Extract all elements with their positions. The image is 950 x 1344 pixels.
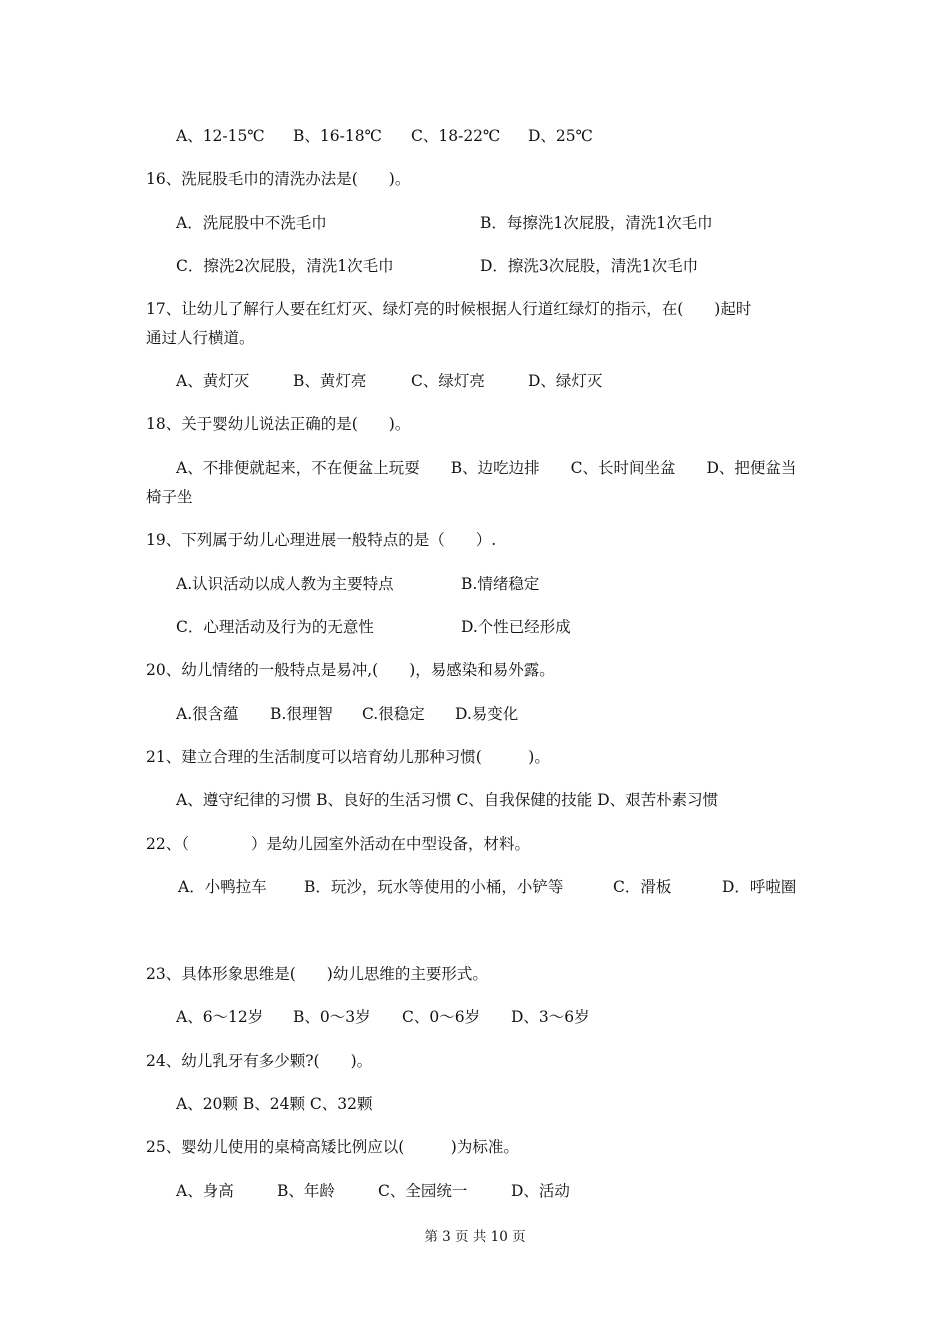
q25-stem: 25、婴幼儿使用的桌椅高矮比例应以( )为标准。 — [146, 1138, 519, 1156]
q21-stem: 21、建立合理的生活制度可以培育幼儿那种习惯( )。 — [146, 748, 550, 766]
q25-option-c: C、全园统一 — [378, 1182, 468, 1200]
q23-stem: 23、具体形象思维是( )幼儿思维的主要形式。 — [146, 965, 488, 983]
q17-stem-line2: 通过人行横道。 — [146, 329, 255, 347]
q19-option-d: D.个性已经形成 — [461, 618, 571, 636]
q22-option-b: B．玩沙，玩水等使用的小桶，小铲等 — [304, 878, 564, 896]
q16-option-c: C．擦洗2次屁股，清洗1次毛巾 — [176, 257, 394, 275]
q15-option-b: B、16-18℃ — [293, 127, 382, 145]
q19-stem: 19、下列属于幼儿心理进展一般特点的是（ ）. — [146, 531, 497, 549]
q15-option-c: C、18-22℃ — [411, 127, 501, 145]
q19-option-c: C．心理活动及行为的无意性 — [176, 618, 374, 636]
q23-option-b: B、0～3岁 — [293, 1008, 371, 1026]
q17-option-d: D、绿灯灭 — [528, 372, 603, 390]
q20-options — [176, 704, 518, 724]
q17-stem-line1: 17、让幼儿了解行人要在红灯灭、绿灯亮的时候根据人行道红绿灯的指示，在( )起时 — [146, 300, 752, 318]
q20-stem: 20、幼儿情绪的一般特点是易冲,( )，易感染和易外露。 — [146, 661, 555, 679]
q17-options — [176, 371, 602, 391]
q20-option-c: C.很稳定 — [362, 705, 425, 723]
q15-option-d: D、25℃ — [528, 127, 593, 145]
q24-stem: 24、幼儿乳牙有多少颗?( )。 — [146, 1052, 373, 1070]
q22-stem: 22、（ ）是幼儿园室外活动在中型设备，材料。 — [146, 835, 530, 853]
q18-options-line2: 椅子坐 — [146, 488, 193, 506]
q20-option-b: B.很理智 — [270, 705, 333, 723]
page-number: 第 3 页 共 10 页 — [424, 1229, 526, 1245]
q18-stem: 18、关于婴幼儿说法正确的是( )。 — [146, 415, 411, 433]
q15-option-a: A、12-15℃ — [176, 127, 265, 145]
q23-options — [176, 1007, 590, 1027]
q25-options — [176, 1181, 570, 1201]
q23-option-a: A、6～12岁 — [176, 1008, 264, 1026]
q16-option-d: D．擦洗3次屁股，清洗1次毛巾 — [480, 257, 699, 275]
q22-options — [178, 877, 796, 897]
q22-option-d: D．呼啦圈 — [722, 878, 797, 896]
q16-option-b: B．每擦洗1次屁股，清洗1次毛巾 — [480, 214, 713, 232]
q20-option-d: D.易变化 — [455, 705, 519, 723]
q16-stem: 16、洗屁股毛巾的清洗办法是( )。 — [146, 170, 411, 188]
q25-option-d: D、活动 — [511, 1182, 570, 1200]
q24-options: A、20颗 B、24颗 C、32颗 — [176, 1095, 373, 1113]
q21-options: A、遵守纪律的习惯 B、良好的生活习惯 C、自我保健的技能 D、艰苦朴素习惯 — [176, 791, 719, 809]
q15-options — [176, 126, 593, 146]
q22-option-c: C．滑板 — [613, 878, 672, 896]
q25-option-a: A、身高 — [176, 1182, 234, 1200]
q17-option-a: A、黄灯灭 — [176, 372, 250, 390]
q20-option-a: A.很含蕴 — [176, 705, 239, 723]
q16-option-a: A．洗屁股中不洗毛巾 — [176, 214, 327, 232]
q17-option-b: B、黄灯亮 — [293, 372, 367, 390]
q17-option-c: C、绿灯亮 — [411, 372, 485, 390]
q23-option-d: D、3～6岁 — [511, 1008, 590, 1026]
q22-option-a: A．小鸭拉车 — [178, 878, 267, 896]
q18-options-line1: A、不排便就起来，不在便盆上玩耍 B、边吃边排 C、长时间坐盆 D、把便盆当 — [176, 459, 797, 477]
q25-option-b: B、年龄 — [277, 1182, 335, 1200]
q19-option-a: A.认识活动以成人教为主要特点 — [176, 575, 394, 593]
q23-option-c: C、0～6岁 — [402, 1008, 481, 1026]
q19-option-b: B.情绪稳定 — [461, 575, 540, 593]
